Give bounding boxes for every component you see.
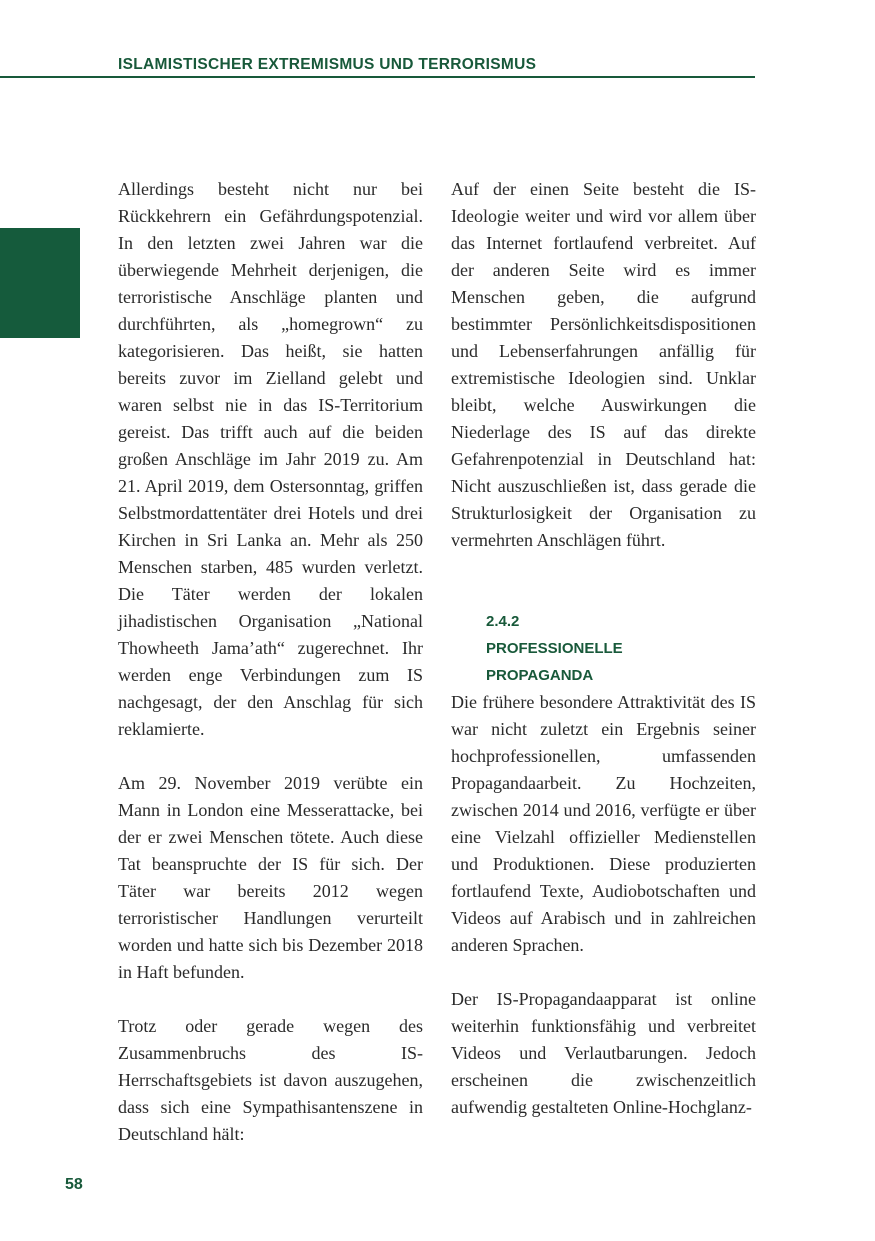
section-title-line-1: PROFESSIONELLE	[486, 640, 623, 657]
paragraph-spacer	[118, 986, 423, 1013]
page-number: 58	[65, 1176, 83, 1193]
right-column	[451, 176, 756, 1121]
left-column	[118, 176, 423, 1148]
section-number: 2.4.2	[486, 613, 520, 630]
paragraph-spacer	[118, 743, 423, 770]
running-title: ISLAMISTISCHER EXTREMISMUS UND TERRORISMUS	[118, 56, 537, 73]
header-rule	[0, 76, 755, 78]
section-title-line-2: PROPAGANDA	[486, 667, 594, 684]
right-paragraph-intro: Auf der einen Seite besteht die IS-Ideologie weiter und wird vor allem über das Internet fortlaufend verbreitet. Auf der anderen Seite wird es immer Menschen geben, die aufgrund bestimmter Persönlichkeitsdispositionen und Lebenserfahrungen anfällig für extremistische Ideologien sind. Unklar bleibt, welche Auswirkungen die Niederlage des IS auf das direkte Gefahrenpotenzial in Deutschland hat: Nicht auszuschließen ist, dass gerade die Strukturlosigkeit der Organisation zu vermehrten Anschlägen führt.	[451, 179, 756, 550]
left-paragraph-2: Am 29. November 2019 verübte ein Mann in London eine Messerattacke, bei der er zwei Menschen tötete. Auch diese Tat beanspruchte der IS für sich. Der Täter war bereits 2012 wegen terroristischer Handlungen verurteilt worden und hatte sich bis Dezember 2018 in Haft befunden.	[118, 773, 423, 982]
section-spacer	[451, 554, 756, 608]
left-paragraph-3: Trotz oder gerade wegen des Zusammenbruchs des IS-Herrschaftsgebiets ist davon auszugehen, dass sich eine Sympathisantenszene in Deutschland hält:	[118, 1016, 423, 1144]
left-paragraph-1: Allerdings besteht nicht nur bei Rückkehrern ein Gefährdungspotenzial. In den letzten zwei Jahren war die überwiegende Mehrheit derjenigen, die terroristische Anschläge planten und durchführten, als „homegrown“ zu kategorisieren. Das heißt, sie hatten bereits zuvor im Zielland gelebt und waren selbst nie in das IS-Territorium gereist. Das trifft auch auf die beiden großen Anschläge im Jahr 2019 zu. Am 21. April 2019, dem Ostersonntag, griffen Selbstmordattentäter drei Hotels und drei Kirchen in Sri Lanka an. Mehr als 250 Menschen starben, 485 wurden verletzt. Die Täter werden der lokalen jihadistischen Organisation „National Thowheeth Jama’ath“ zugerechnet. Ihr werden enge Verbindungen zum IS nachgesagt, der den Anschlag für sich reklamierte.	[118, 179, 423, 739]
right-paragraph-2: Der IS-Propagandaapparat ist online weiterhin funktionsfähig und verbreitet Videos und Verlautbarungen. Jedoch erscheinen die zwischenzeitlich aufwendig gestalteten Online-Hochglanz-	[451, 989, 756, 1117]
paragraph-spacer	[451, 959, 756, 986]
chapter-tab-marker	[0, 228, 80, 338]
right-paragraph-1: Die frühere besondere Attraktivität des IS war nicht zuletzt ein Ergebnis seiner hochprofessionellen, umfassenden Propagandaarbeit. Zu Hochzeiten, zwischen 2014 und 2016, verfügte er über eine Vielzahl offizieller Medienstellen und Produktionen. Diese produzierten fortlaufend Texte, Audiobotschaften und Videos auf Arabisch und in zahlreichen anderen Sprachen.	[451, 692, 756, 955]
